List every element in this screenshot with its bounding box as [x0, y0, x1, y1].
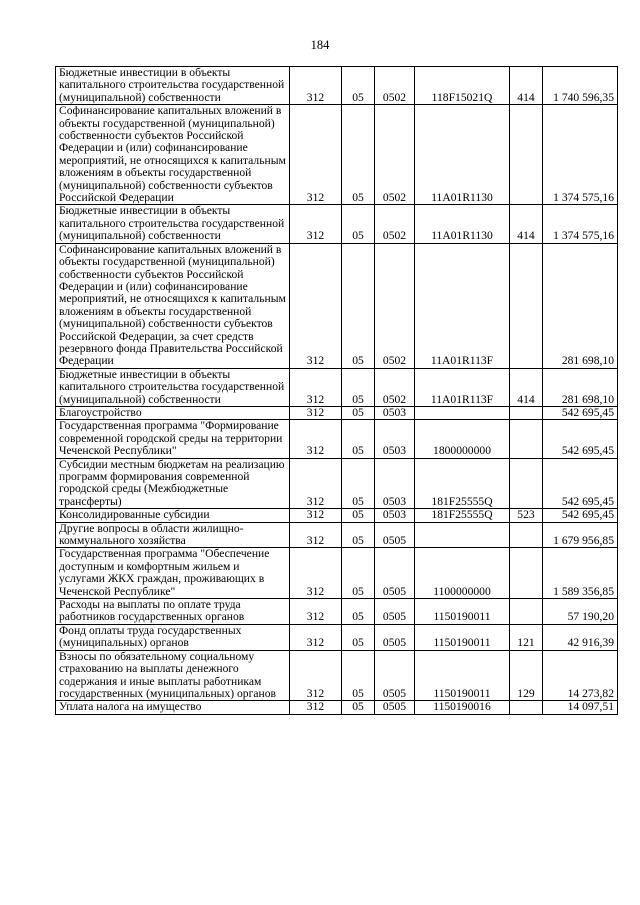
expense-name-cell: Другие вопросы в области жилищно-коммунального хозяйства — [56, 522, 290, 548]
section-code-cell: 05 — [342, 67, 375, 105]
ministry-code-cell: 312 — [290, 650, 342, 701]
subsection-code-cell: 0505 — [375, 701, 415, 714]
amount-cell: 281 698,10 — [543, 368, 618, 406]
table-row — [56, 458, 618, 509]
budget-table-body — [56, 67, 618, 715]
table-row — [56, 67, 618, 105]
target-article-cell — [415, 522, 510, 548]
subsection-code-cell: 0503 — [375, 420, 415, 458]
expense-type-cell: 414 — [510, 368, 543, 406]
expense-type-cell: 129 — [510, 650, 543, 701]
amount-cell: 14 097,51 — [543, 701, 618, 714]
ministry-code-cell: 312 — [290, 522, 342, 548]
expense-name-cell: Субсидии местным бюджетам на реализацию программ формирования современной городской среды (Межбюджетные трансферты) — [56, 458, 290, 509]
expense-type-cell: 121 — [510, 624, 543, 650]
section-code-cell: 05 — [342, 548, 375, 599]
amount-cell: 542 695,45 — [543, 406, 618, 419]
subsection-code-cell: 0503 — [375, 509, 415, 522]
amount-cell: 1 374 575,16 — [543, 205, 618, 243]
amount-cell: 542 695,45 — [543, 420, 618, 458]
expense-type-cell: 523 — [510, 509, 543, 522]
subsection-code-cell: 0502 — [375, 243, 415, 368]
expense-type-cell — [510, 599, 543, 625]
ministry-code-cell: 312 — [290, 205, 342, 243]
subsection-code-cell: 0505 — [375, 548, 415, 599]
table-row — [56, 701, 618, 714]
table-row — [56, 205, 618, 243]
subsection-code-cell: 0505 — [375, 522, 415, 548]
section-code-cell: 05 — [342, 205, 375, 243]
expense-name-cell: Софинансирование капитальных вложений в объекты государственной (муниципальной) собственности субъектов Российской Федерации и (или) софинансирование мероприятий, не относящихся к капитальным вложениям в объекты государственной (муниципальной) собственности субъектов Российской Федерации, за счет средств резервного фонда Правительства Российской Федерации — [56, 243, 290, 368]
expense-name-cell: Государственная программа "Обеспечение доступным и комфортным жильем и услугами ЖКХ граждан, проживающих в Чеченской Республике" — [56, 548, 290, 599]
expense-type-cell — [510, 243, 543, 368]
expense-name-cell: Фонд оплаты труда государственных (муниципальных) органов — [56, 624, 290, 650]
ministry-code-cell: 312 — [290, 243, 342, 368]
table-row — [56, 522, 618, 548]
ministry-code-cell: 312 — [290, 420, 342, 458]
subsection-code-cell: 0505 — [375, 624, 415, 650]
section-code-cell: 05 — [342, 599, 375, 625]
table-row — [56, 368, 618, 406]
amount-cell: 1 589 356,85 — [543, 548, 618, 599]
expense-type-cell: 414 — [510, 205, 543, 243]
ministry-code-cell: 312 — [290, 509, 342, 522]
table-row — [56, 509, 618, 522]
target-article-cell: 1150190011 — [415, 599, 510, 625]
amount-cell: 1 679 956,85 — [543, 522, 618, 548]
expense-type-cell — [510, 458, 543, 509]
expense-type-cell — [510, 548, 543, 599]
table-row — [56, 420, 618, 458]
target-article-cell: 11A01R1130 — [415, 205, 510, 243]
expense-name-cell: Бюджетные инвестиции в объекты капитального строительства государственной (муниципальной) собственности — [56, 205, 290, 243]
subsection-code-cell: 0502 — [375, 205, 415, 243]
ministry-code-cell: 312 — [290, 599, 342, 625]
target-article-cell: 11A01R1130 — [415, 105, 510, 205]
subsection-code-cell: 0503 — [375, 458, 415, 509]
target-article-cell: 1150190011 — [415, 650, 510, 701]
ministry-code-cell: 312 — [290, 548, 342, 599]
section-code-cell: 05 — [342, 406, 375, 419]
target-article-cell: 11A01R113F — [415, 243, 510, 368]
ministry-code-cell: 312 — [290, 406, 342, 419]
section-code-cell: 05 — [342, 458, 375, 509]
target-article-cell: 181F25555Q — [415, 509, 510, 522]
expense-type-cell — [510, 420, 543, 458]
table-row — [56, 548, 618, 599]
ministry-code-cell: 312 — [290, 368, 342, 406]
ministry-code-cell: 312 — [290, 67, 342, 105]
expense-type-cell — [510, 701, 543, 714]
ministry-code-cell: 312 — [290, 701, 342, 714]
target-article-cell: 1150190016 — [415, 701, 510, 714]
target-article-cell: 181F25555Q — [415, 458, 510, 509]
section-code-cell: 05 — [342, 650, 375, 701]
expense-name-cell: Государственная программа "Формирование современной городской среды на территории Чеченской Республики" — [56, 420, 290, 458]
subsection-code-cell: 0505 — [375, 650, 415, 701]
subsection-code-cell: 0505 — [375, 599, 415, 625]
table-row — [56, 599, 618, 625]
target-article-cell: 11A01R113F — [415, 368, 510, 406]
amount-cell: 281 698,10 — [543, 243, 618, 368]
amount-cell: 1 740 596,35 — [543, 67, 618, 105]
table-row — [56, 624, 618, 650]
table-row — [56, 650, 618, 701]
amount-cell: 42 916,39 — [543, 624, 618, 650]
page-number: 184 — [310, 38, 330, 52]
expense-type-cell — [510, 522, 543, 548]
target-article-cell: 118F15021Q — [415, 67, 510, 105]
expense-name-cell: Бюджетные инвестиции в объекты капитального строительства государственной (муниципальной) собственности — [56, 67, 290, 105]
target-article-cell: 1150190011 — [415, 624, 510, 650]
expense-name-cell: Уплата налога на имущество — [56, 701, 290, 714]
section-code-cell: 05 — [342, 624, 375, 650]
expense-type-cell — [510, 406, 543, 419]
expense-type-cell — [510, 105, 543, 205]
section-code-cell: 05 — [342, 243, 375, 368]
section-code-cell: 05 — [342, 509, 375, 522]
section-code-cell: 05 — [342, 368, 375, 406]
table-row — [56, 105, 618, 205]
target-article-cell: 1100000000 — [415, 548, 510, 599]
ministry-code-cell: 312 — [290, 105, 342, 205]
expense-name-cell: Бюджетные инвестиции в объекты капитального строительства государственной (муниципальной) собственности — [56, 368, 290, 406]
budget-table — [55, 66, 618, 715]
section-code-cell: 05 — [342, 420, 375, 458]
ministry-code-cell: 312 — [290, 624, 342, 650]
amount-cell: 542 695,45 — [543, 458, 618, 509]
amount-cell: 542 695,45 — [543, 509, 618, 522]
section-code-cell: 05 — [342, 522, 375, 548]
section-code-cell: 05 — [342, 701, 375, 714]
target-article-cell: 1800000000 — [415, 420, 510, 458]
expense-name-cell: Консолидированные субсидии — [56, 509, 290, 522]
expense-name-cell: Расходы на выплаты по оплате труда работников государственных органов — [56, 599, 290, 625]
section-code-cell: 05 — [342, 105, 375, 205]
amount-cell: 1 374 575,16 — [543, 105, 618, 205]
expense-type-cell: 414 — [510, 67, 543, 105]
subsection-code-cell: 0502 — [375, 368, 415, 406]
subsection-code-cell: 0502 — [375, 105, 415, 205]
expense-name-cell: Благоустройство — [56, 406, 290, 419]
subsection-code-cell: 0503 — [375, 406, 415, 419]
table-row — [56, 406, 618, 419]
subsection-code-cell: 0502 — [375, 67, 415, 105]
amount-cell: 14 273,82 — [543, 650, 618, 701]
expense-name-cell: Софинансирование капитальных вложений в объекты государственной (муниципальной) собственности субъектов Российской Федерации и (или) софинансирование мероприятий, не относящихся к капитальным вложениям в объекты государственной (муниципальной) собственности субъектов Российской Федерации — [56, 105, 290, 205]
amount-cell: 57 190,20 — [543, 599, 618, 625]
ministry-code-cell: 312 — [290, 458, 342, 509]
table-row — [56, 243, 618, 368]
expense-name-cell: Взносы по обязательному социальному страхованию на выплаты денежного содержания и иные выплаты работникам государственных (муниципальных) органов — [56, 650, 290, 701]
target-article-cell — [415, 406, 510, 419]
